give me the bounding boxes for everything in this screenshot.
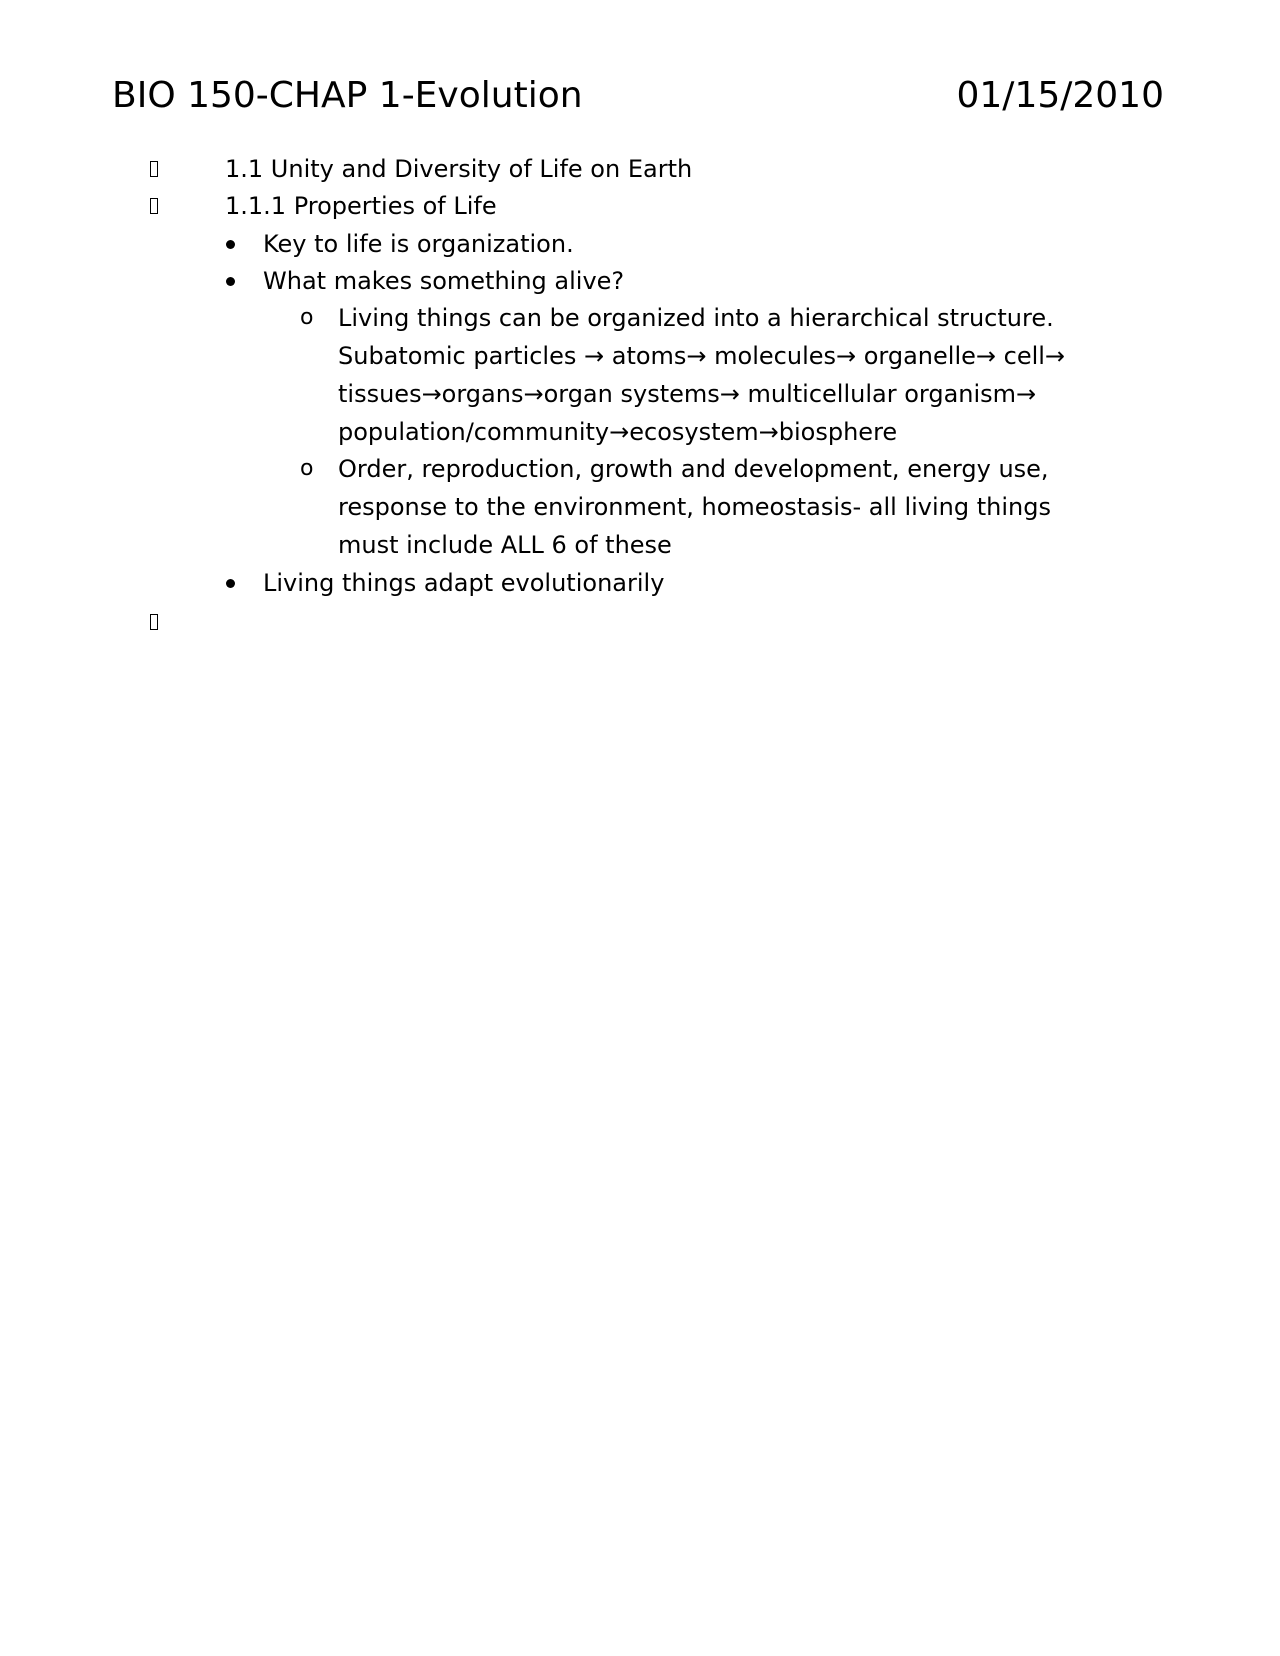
bullet-item: Key to life is organization.	[263, 230, 574, 258]
sub-bullet-line: population/community→ecosystem→biosphere	[338, 418, 898, 446]
sub-bullet-line: must include ALL 6 of these	[338, 531, 672, 559]
list-marker-icon	[150, 161, 158, 177]
sub-bullet-marker: o	[300, 456, 314, 481]
sub-bullet-line: Living things can be organized into a hierarchical structure.	[338, 304, 1054, 332]
sub-bullet-line: response to the environment, homeostasis- all living things	[338, 493, 1051, 521]
sub-bullet-marker: o	[300, 305, 314, 330]
list-marker-icon	[150, 198, 158, 214]
section-heading: 1.1 Unity and Diversity of Life on Earth	[225, 155, 693, 183]
document-date: 01/15/2010	[956, 75, 1164, 116]
subsection-heading: 1.1.1 Properties of Life	[225, 192, 497, 220]
sub-bullet-line: tissues→organs→organ systems→ multicellular organism→	[338, 380, 1037, 408]
sub-bullet-line: Subatomic particles → atoms→ molecules→ organelle→ cell→	[338, 342, 1066, 370]
document-title: BIO 150-CHAP 1-Evolution	[112, 75, 583, 116]
list-marker-icon	[150, 614, 158, 630]
bullet-item: What makes something alive?	[263, 267, 625, 295]
bullet-item: Living things adapt evolutionarily	[263, 569, 665, 597]
sub-bullet-line: Order, reproduction, growth and development, energy use,	[338, 455, 1049, 483]
